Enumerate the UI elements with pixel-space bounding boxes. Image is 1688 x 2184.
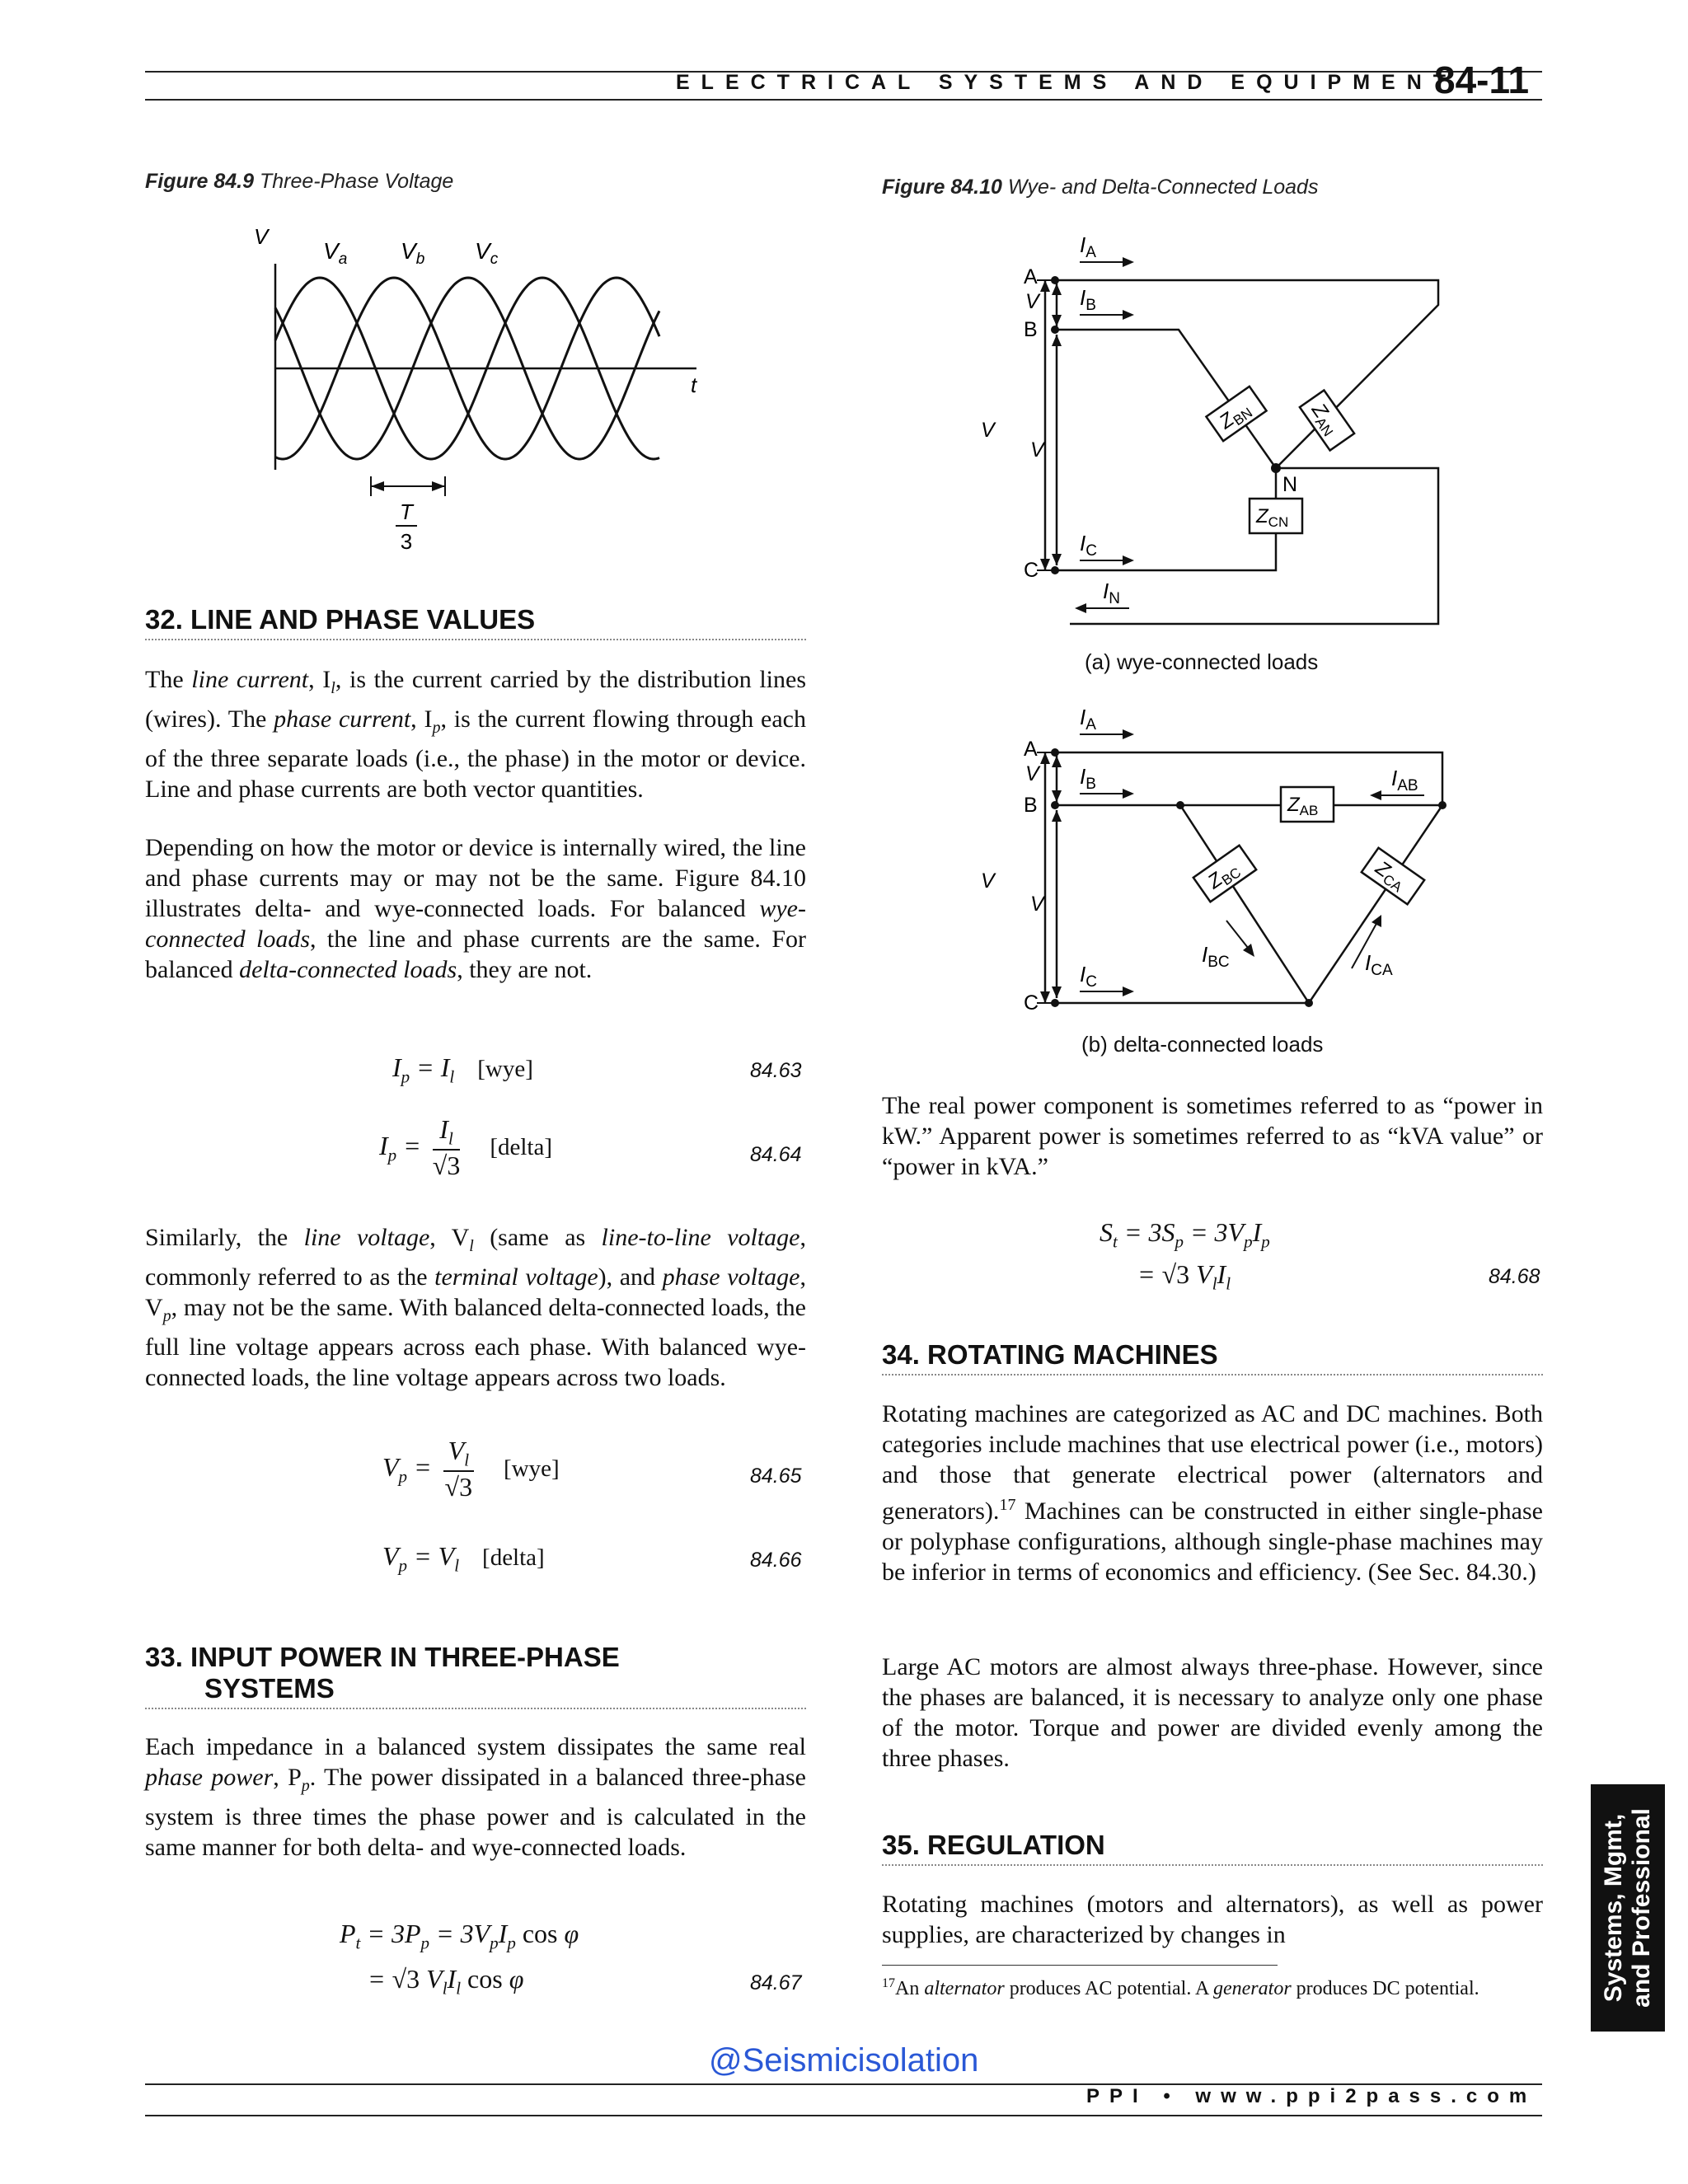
section-32-paragraph-2: Depending on how the motor or device is internally wired, the line and phase currents may or may not be the same. Figure 84.10 illustrates delta- and wye-connected loads. For balanced wye-connected loads, the line and phase currents are the same. For balanced delta-connected loads, they are not. xyxy=(145,834,806,983)
side-tab-line-1: Systems, Mgmt, xyxy=(1600,1813,1627,2003)
wye-connected-diagram xyxy=(964,223,1459,676)
svg-text:ZCN: $Z_{CN}$ xyxy=(1256,505,1289,530)
section-33-paragraph-1: Each impedance in a balanced system dissipates the same real phase power, $P_p$. The power dissipated in a balanced three-phase system is three times the phase power and is calculated in the same manner for both delta- and wye-connected loads. xyxy=(145,1733,806,1861)
running-header: ELECTRICAL SYSTEMS AND EQUIPMENT xyxy=(676,71,1458,94)
delta-current-ic: $I_C$ xyxy=(1080,962,1097,991)
delta-caption: (b) delta-connected loads xyxy=(1081,1032,1324,1057)
wye-line-n xyxy=(1070,468,1438,624)
watermark: @Seismicisolation xyxy=(709,2042,979,2079)
delta-v-inner-label: V xyxy=(1030,893,1044,916)
wye-v-inner-label: V xyxy=(1030,438,1044,462)
delta-node-b: B xyxy=(1024,794,1038,817)
equation-84-68-line-2: = √3 $V_lI_l$ xyxy=(1137,1259,1231,1294)
svg-text:ZBN: $Z_{BN}$ xyxy=(1215,405,1256,434)
delta-current-ia: $I_A$ xyxy=(1080,705,1096,733)
delta-connected-diagram xyxy=(964,705,1459,1034)
wye-line-a xyxy=(1055,280,1438,468)
wye-v-ab-label: V xyxy=(1025,290,1039,313)
section-32-heading: 32. LINE AND PHASE VALUES xyxy=(145,604,806,640)
svg-text:ZBC: $Z_{BC}$ xyxy=(1203,865,1245,894)
wye-current-ib: $I_B$ xyxy=(1080,285,1096,314)
footnote-17: $^{17}$An alternator produces AC potential. A generator produces DC potential. xyxy=(882,1976,1479,1999)
wye-node-n: N xyxy=(1282,473,1298,496)
wye-impedance-zcn xyxy=(1250,499,1302,533)
delta-v-outer-label: V xyxy=(981,869,995,893)
wye-node-a: A xyxy=(1024,265,1038,288)
delta-impedance-zab xyxy=(1281,787,1334,822)
wye-node-b: B xyxy=(1024,318,1038,341)
wye-node-c: C xyxy=(1024,559,1039,582)
delta-current-ibc: $I_{BC}$ xyxy=(1202,942,1230,971)
figure-10-title: Wye- and Delta-Connected Loads xyxy=(1007,176,1319,199)
footnote-rule xyxy=(882,1965,1278,1966)
t-axis-label: t xyxy=(691,373,697,397)
equation-84-64: $I_p$ = $\frac{I_l}{√3}$ [delta] xyxy=(379,1114,552,1181)
wye-node-n-dot xyxy=(1271,463,1281,473)
svg-text:ZAN: $Z_{AN}$ xyxy=(1306,399,1336,440)
wave-label-va: $V_a$ xyxy=(323,238,348,268)
period-numerator: T xyxy=(400,499,413,524)
equation-84-68-line-1: $S_t = 3S_p = 3V_pI_p$ xyxy=(1100,1217,1270,1252)
delta-v-ab-label: V xyxy=(1025,762,1039,785)
equation-84-65: $V_p$ = $\frac{V_l}{√3}$ [wye] xyxy=(382,1436,560,1502)
wye-caption: (a) wye-connected loads xyxy=(1085,649,1319,674)
equation-number-84-64: 84.64 xyxy=(750,1143,802,1166)
equation-84-66: $V_p = V_l$ [delta] xyxy=(382,1541,545,1576)
svg-text:ZCA: $Z_{CA}$ xyxy=(1371,856,1405,896)
period-denominator: 3 xyxy=(400,529,413,554)
wye-current-in: $I_N$ xyxy=(1103,579,1120,607)
three-phase-voltage-plot xyxy=(239,223,717,560)
equation-number-84-65: 84.65 xyxy=(750,1465,802,1488)
figure-9-label: Figure 84.9 xyxy=(145,170,254,193)
section-35-heading: 35. REGULATION xyxy=(882,1830,1543,1866)
equation-number-84-63: 84.63 xyxy=(750,1059,802,1082)
equation-84-63: $I_p = I_l$ [wye] xyxy=(392,1052,533,1087)
figure-10-label: Figure 84.10 xyxy=(882,176,1002,199)
side-tab-line-2: and Professional xyxy=(1628,1808,1655,2008)
delta-impedance-zbc xyxy=(1193,846,1256,902)
delta-node-a: A xyxy=(1024,738,1038,761)
wye-current-ic: $I_C$ xyxy=(1080,531,1097,560)
svg-text:ZAB: $Z_{AB}$ xyxy=(1287,794,1319,818)
section-33-heading: 33. INPUT POWER IN THREE-PHASE SYSTEMS xyxy=(145,1642,806,1709)
wave-label-vb: $V_b$ xyxy=(401,238,425,268)
period-arrow-left xyxy=(371,481,384,491)
equation-84-67-line-2: = √3 $V_lI_l$ cos φ xyxy=(368,1964,524,1999)
wye-node-c-dot xyxy=(1051,566,1059,574)
wye-node-a-dot xyxy=(1051,276,1059,284)
section-34-heading: 34. ROTATING MACHINES xyxy=(882,1339,1543,1376)
delta-triangle xyxy=(1180,805,1442,1003)
header-bottom-rule xyxy=(145,99,1542,101)
figure-9-title: Three-Phase Voltage xyxy=(259,170,454,193)
section-32-paragraph-3: Similarly, the line voltage, $V_l$ (same as line-to-line voltage, commonly referred to as the terminal voltage), and phase voltage, $V_p$, may not be the same. With balanced delta-connected loads, the full line voltage appears across each phase. With balanced wye-connected loads, the line voltage appears across two loads. xyxy=(145,1224,806,1391)
footer-url: PPI • www.ppi2pass.com xyxy=(1086,2085,1537,2107)
equation-number-84-66: 84.66 xyxy=(750,1549,802,1572)
delta-line-a xyxy=(1055,752,1442,808)
equation-84-67-line-1: $P_t = 3P_p = 3V_pI_p$ cos φ xyxy=(340,1919,579,1953)
wye-node-b-dot xyxy=(1051,326,1059,334)
section-thumb-tab xyxy=(1591,1784,1665,2032)
wye-current-ia: $I_A$ xyxy=(1080,232,1096,261)
figure-9-caption xyxy=(145,170,453,194)
delta-impedance-zca xyxy=(1362,848,1424,904)
equation-number-84-67: 84.67 xyxy=(750,1971,802,1994)
footer-bottom-rule xyxy=(145,2115,1542,2116)
wave-label-vc: $V_c$ xyxy=(475,238,499,268)
delta-node-c: C xyxy=(1024,991,1039,1015)
section-34-paragraph-1: Rotating machines are categorized as AC and DC machines. Both categories include machines that use electrical power (i.e., motors) and those that generate electrical power (alternators and generators).$^{17}$ Machines can be constructed in either single-phase or polyphase configurations, although single-phase machines may be inferior in terms of economics and efficiency. (See Sec. 84.30.) xyxy=(882,1400,1543,1586)
section-34-paragraph-2: Large AC motors are almost always three-phase. However, since the phases are balanced, it is necessary to analyze only one phase of the motor. Torque and power are divided evenly among the three phases. xyxy=(882,1653,1543,1772)
wye-v-outer-label: V xyxy=(981,419,995,442)
figure-10-caption xyxy=(882,176,1318,199)
section-35-paragraph-1: Rotating machines (motors and alternators), as well as power supplies, are characterized by changes in xyxy=(882,1891,1543,1948)
section-33-paragraph-2: The real power component is sometimes referred to as “power in kW.” Apparent power is sometimes referred to as “kVA value” or “power in kVA.” xyxy=(882,1092,1543,1180)
wye-impedance-zbn xyxy=(1206,387,1266,441)
page-number: 84-11 xyxy=(1434,59,1530,101)
delta-current-iab: $I_{AB}$ xyxy=(1391,766,1418,794)
wye-impedance-zan xyxy=(1300,390,1354,450)
equation-number-84-68: 84.68 xyxy=(1489,1265,1540,1288)
delta-current-ib: $I_B$ xyxy=(1080,764,1096,793)
delta-current-ica: $I_{CA}$ xyxy=(1365,950,1393,979)
v-axis-label: V xyxy=(254,224,269,249)
period-arrow-right xyxy=(432,481,445,491)
section-32-paragraph-1: The line current, $I_l$, is the current carried by the distribution lines (wires). The phase current, $I_p$, is the current flowing through each of the three separate loads (i.e., the phase) in the motor or device. Line and phase currents are both vector quantities. xyxy=(145,666,807,803)
